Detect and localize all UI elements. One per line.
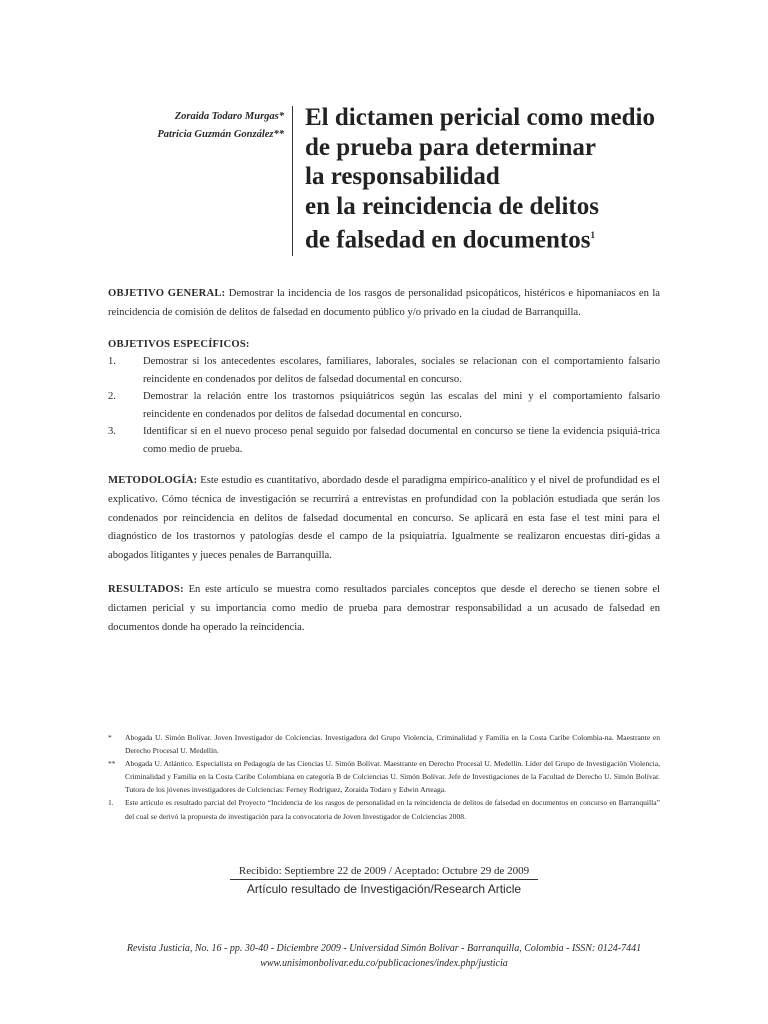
list-number: 1. — [108, 356, 116, 367]
objetivos-especificos-list — [108, 353, 660, 458]
list-text: Identificar si en el nuevo proceso penal seguido por falsedad documental en concurso se tiene la evidencia psiquiá-trica como medio de prueba. — [143, 426, 660, 455]
title-line: El dictamen pericial como medio — [305, 104, 655, 131]
objetivos-especificos-heading: OBJETIVOS ESPECÍFICOS: — [108, 339, 250, 350]
section-text: Este estudio es cuantitativo, abordado desde el paradigma empírico-analítico y el nivel de profundidad es el explicativo. Cómo técnica de investigación se recurrirá a entrevistas en profundidad con la población estudiada que serán los condenados por reincidencia en delitos de falsedad documental en concurso. Se aplicará en esta fase el test mini para el diagnóstico de los trastornos y patologías desde el campo de la psiquiatría. Igualmente se realizaron encuestas diri-gidas a abogados litigantes y jueces penales de Barranquilla. — [108, 475, 660, 562]
footnotes — [108, 731, 660, 823]
footnote — [108, 757, 660, 796]
author-name: Zoraida Todaro Murgas* — [174, 111, 284, 122]
list-text: Demostrar la relación entre los trastornos psiquiátricos según las escalas del mini y el comportamiento falsario reincidente en condenados por delitos de falsedad documental en concurso. — [143, 391, 660, 420]
list-number: 2. — [108, 391, 116, 402]
article-type: Artículo resultado de Investigación/Research Article — [230, 879, 538, 896]
article-title — [305, 103, 745, 255]
list-item — [108, 353, 660, 388]
title-footnote-ref: 1 — [590, 230, 595, 240]
title-line-text: de falsedad en documentos — [305, 226, 591, 254]
list-item — [108, 423, 660, 458]
author-list — [157, 108, 284, 144]
section-text: En este artículo se muestra como resultados parciales conceptos que desde el derecho se tienen sobre el dictamen pericial y su importancia como medio de prueba para demostrar responsabilidad a un acusado de falsedad en documentos donde ha operado la reincidencia. — [108, 584, 660, 634]
objetivo-general — [108, 284, 660, 322]
title-line: en la reincidencia de delitos — [305, 192, 599, 220]
received-dates: Recibido: Septiembre 22 de 2009 / Aceptado: Octubre 29 de 2009 — [238, 865, 530, 877]
footnote — [108, 796, 660, 822]
section-label: METODOLOGÍA: — [108, 475, 198, 486]
footnote-mark: 1. — [108, 798, 114, 808]
list-text: Demostrar si los antecedentes escolares, familiares, laborales, sociales se relacionan con el comportamiento falsario reincidente en condenados por delitos de falsedad documental en concurso. — [143, 356, 660, 385]
section-label: RESULTADOS: — [108, 584, 184, 595]
title-divider — [292, 106, 293, 256]
footnote-text: Abogada U. Atlántico. Especialista en Pedagogía de las Ciencias U. Simón Bolívar. Maestrante en Derecho Procesal U. Medellín. Líder del Grupo de Investigación Violencia, Criminalidad y Familia en la Costa Caribe Colombiana en categoría B de Colciencias U. Simón Bolívar. Jefe de Investigaciones de la Facultad de Derecho U. Simón Bolívar. Tutora de los jóvenes investigadores de Colciencias: Ferney Rodríguez, Zoraida Todaro y Edwin Arteaga. — [125, 759, 660, 795]
footnote-text: Abogada U. Simón Bolívar. Joven Investigador de Colciencias. Investigadora del Grupo Violencia, Criminalidad y Familia en la Costa Caribe Colombia-na. Maestrante en Derecho Procesal U. Medellín. — [125, 733, 660, 756]
list-item — [108, 388, 660, 423]
resultados — [108, 580, 660, 638]
title-line — [305, 221, 745, 255]
section-label: OBJETIVO GENERAL: — [108, 288, 226, 299]
title-line: de prueba para determinar — [305, 133, 596, 161]
list-number: 3. — [108, 426, 116, 437]
metodologia — [108, 472, 660, 566]
section-text: Demostrar la incidencia de los rasgos de personalidad psicopáticos, histéricos e hipomaníacos en la reincidencia de comisión de delitos de falsedad en documento público y/o privado en la ciudad de Barranquilla. — [108, 288, 660, 318]
journal-citation: Revista Justicia, No. 16 - pp. 30-40 - Diciembre 2009 - Universidad Simón Bolívar - Barranquilla, Colombia - ISSN: 0124-7441 — [126, 943, 642, 954]
journal-url: www.unisimonbolivar.edu.co/publicaciones/index.php/justicia — [260, 958, 508, 969]
author-name: Patricia Guzmán González** — [157, 129, 284, 140]
footnote-text: Este artículo es resultado parcial del Proyecto “Incidencia de los rasgos de personalidad en la reincidencia de delitos de falsedad en documentos en concurso en Barranquilla” del cual se derivó la propuesta de investigación para la convocatoria de Joven Investigador de Colciencias 2008. — [125, 798, 660, 821]
footnote-mark: ** — [108, 759, 116, 769]
footnote — [108, 731, 660, 757]
title-line: la responsabilidad — [305, 163, 500, 190]
footnote-mark: * — [108, 733, 112, 742]
